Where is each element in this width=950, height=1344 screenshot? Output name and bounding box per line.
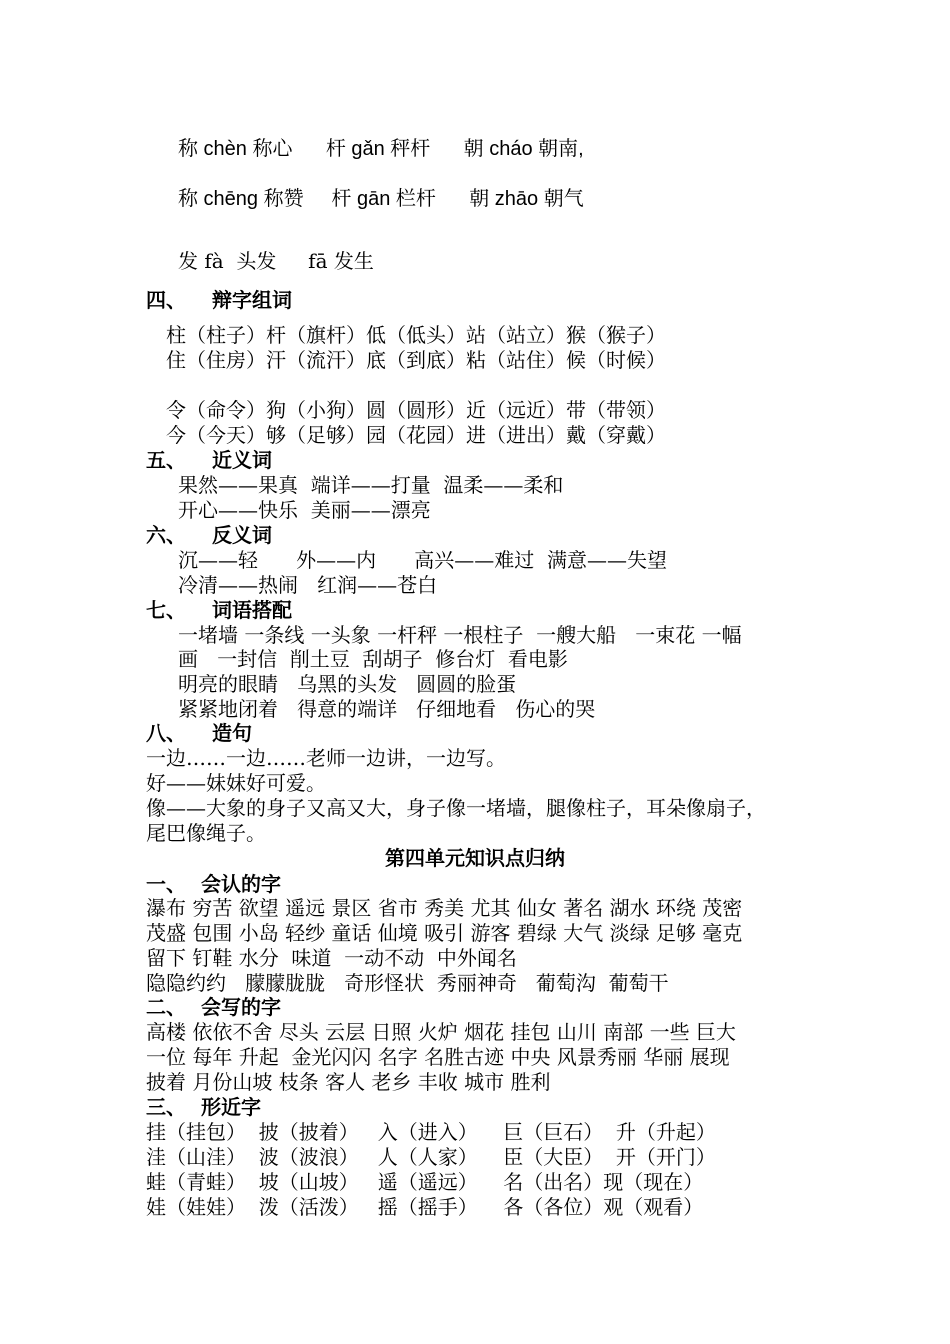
unit4-section-1-line-1: 瀑布 穷苦 欲望 遥远 景区 省市 秀美 尤其 仙女 著名 湖水 环绕 茂密 xyxy=(146,896,743,920)
unit4-section-2-line-2: 一位 每年 升起 金光闪闪 名字 名胜古迹 中央 风景秀丽 华丽 展现 xyxy=(146,1045,730,1069)
section-heading-5 xyxy=(146,448,272,473)
unit4-section-2-line-3: 披着 月份山坡 枝条 客人 老乡 丰收 城市 胜利 xyxy=(146,1070,551,1094)
section-4-line-2: 住（住房）汗（流汗）底（到底）粘（站住）候（时候） xyxy=(166,348,666,372)
section-4-line-4: 今（今天）够（足够）园（花园）进（进出）戴（穿戴） xyxy=(166,423,666,447)
section-6-line-2: 冷清——热闹 红润——苍白 xyxy=(178,573,438,597)
section-heading-4 xyxy=(146,288,292,313)
section-number: 二、 xyxy=(146,995,186,1019)
section-number: 三、 xyxy=(146,1095,186,1119)
section-4-line-3: 令（命令）狗（小狗）圆（圆形）近（远近）带（带领） xyxy=(166,398,666,422)
section-8-line-3: 像——大象的身子又高又大，身子像一堵墙，腿像柱子，耳朵像扇子， xyxy=(146,796,766,820)
unit4-section-3-line-1: 挂（挂包） 披（披着） 入（进入） 巨（巨石） 升（升起） xyxy=(146,1120,716,1144)
section-7-line-2: 画 一封信 削土豆 刮胡子 修台灯 看电影 xyxy=(178,647,568,671)
section-8-line-1: 一边……一边……老师一边讲，一边写。 xyxy=(146,746,506,770)
section-5-line-2: 开心——快乐 美丽——漂亮 xyxy=(178,498,431,522)
pinyin-line-2: 称 chēng 称赞 杆 gān 栏杆 朝 zhāo 朝气 xyxy=(178,188,584,210)
section-number: 七、 xyxy=(146,598,186,622)
unit4-section-3-line-3: 蛙（青蛙） 坡（山坡） 遥（遥远） 名（出名）现（现在） xyxy=(146,1170,704,1194)
unit-4-title: 第四单元知识点归纳 xyxy=(385,846,565,870)
section-title: 反义词 xyxy=(212,523,272,547)
section-number: 八、 xyxy=(146,721,186,745)
section-5-line-1: 果然——果真 端详——打量 温柔——柔和 xyxy=(178,473,564,497)
unit4-section-1-line-4: 隐隐约约 朦朦胧胧 奇形怪状 秀丽神奇 葡萄沟 葡萄干 xyxy=(146,971,669,995)
section-number: 四、 xyxy=(146,288,186,312)
section-6-line-1: 沉——轻 外——内 高兴——难过 满意——失望 xyxy=(178,548,668,572)
section-title: 辩字组词 xyxy=(212,288,292,312)
unit4-section-1-line-3: 留下 钉鞋 水分 味道 一动不动 中外闻名 xyxy=(146,946,517,970)
section-title: 会认的字 xyxy=(201,872,281,896)
section-title: 会写的字 xyxy=(201,995,281,1019)
section-number: 五、 xyxy=(146,448,186,472)
unit4-section-2-line-1: 高楼 依依不舍 尽头 云层 日照 火炉 烟花 挂包 山川 南部 一些 巨大 xyxy=(146,1020,736,1044)
section-4-line-1: 柱（柱子）杆（旗杆）低（低头）站（站立）猴（猴子） xyxy=(166,323,666,347)
pinyin-line-3: 发 fà 头发 fā 发生 xyxy=(178,249,374,273)
section-heading-6 xyxy=(146,523,272,548)
unit4-section-3-line-4: 娃（娃娃） 泼（活泼） 摇（摇手） 各（各位）观（观看） xyxy=(146,1195,704,1219)
unit4-section-heading-2 xyxy=(146,995,281,1020)
section-title: 造句 xyxy=(212,721,252,745)
unit4-section-heading-3 xyxy=(146,1095,261,1120)
section-heading-7 xyxy=(146,598,292,623)
section-7-line-1: 一堵墙 一条线 一头象 一杆秤 一根柱子 一艘大船 一束花 一幅 xyxy=(178,623,742,647)
section-number: 一、 xyxy=(146,872,186,896)
unit4-section-heading-1 xyxy=(146,872,281,897)
section-number: 六、 xyxy=(146,523,186,547)
pinyin-line-1: 称 chèn 称心 杆 gǎn 秤杆 朝 cháo 朝南, xyxy=(178,138,584,160)
unit4-section-1-line-2: 茂盛 包围 小岛 轻纱 童话 仙境 吸引 游客 碧绿 大气 淡绿 足够 毫克 xyxy=(146,921,743,945)
section-7-line-3: 明亮的眼睛 乌黑的头发 圆圆的脸蛋 xyxy=(178,672,517,696)
section-8-line-2: 好——妹妹好可爱。 xyxy=(146,771,326,795)
section-8-line-4: 尾巴像绳子。 xyxy=(146,821,266,845)
section-title: 词语搭配 xyxy=(212,598,292,622)
unit4-section-3-line-2: 洼（山洼） 波（波浪） 人（人家） 臣（大臣） 开（开门） xyxy=(146,1145,716,1169)
section-title: 近义词 xyxy=(212,448,272,472)
section-title: 形近字 xyxy=(201,1095,261,1119)
section-heading-8 xyxy=(146,721,252,746)
section-7-line-4: 紧紧地闭着 得意的端详 仔细地看 伤心的哭 xyxy=(178,697,596,721)
